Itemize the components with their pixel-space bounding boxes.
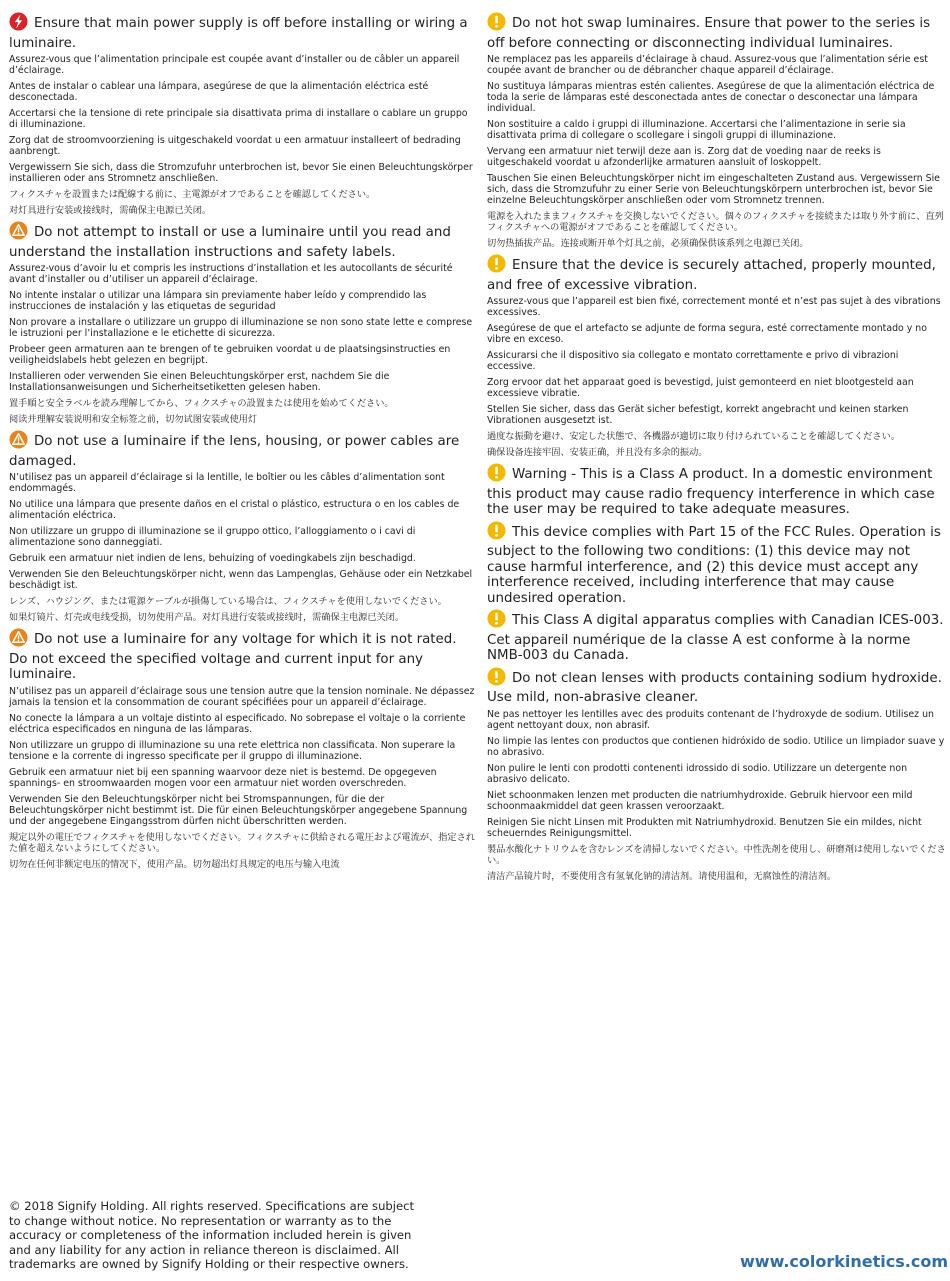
translation-line: 确保设备连接牢固、安装正确，并且没有多余的振动。 — [487, 447, 708, 458]
translation-line: Zorg dat de stroomvoorziening is uitgeschakeld voordat u een armatuur installeert of bedrading aanbrengt. — [9, 135, 461, 157]
safety-section — [487, 667, 947, 882]
translation-line: Verwenden Sie den Beleuchtungskörper nicht bei Stromspannungen, für die der Beleuchtungskörper nicht bestimmt ist. Die für einen Beleuchtungskörper angegebene Spannung und der angegebene Eingangsstrom dürfen nicht überschritten werden. — [9, 793, 468, 827]
section-heading — [487, 463, 947, 518]
power-warning-icon — [9, 12, 28, 36]
translation-line: 对灯具进行安装或接线时，需确保主电源已关闭。 — [9, 205, 212, 216]
safety-section — [487, 254, 947, 458]
translation-line: 切勿热插拔产品。连接或断开单个灯具之前，必须确保供该系列之电源已关闭。 — [487, 238, 809, 249]
section-heading — [9, 430, 475, 469]
section-heading-text: This Class A digital apparatus complies with Canadian ICES-003. Cet appareil numérique de la classe A est conforme à la norme NMB-003 du Canada. — [487, 613, 944, 663]
translation-line: Ne remplacez pas les appareils d’éclairage à chaud. Assurez-vous que l’alimentation série est coupée avant de brancher ou de débrancher chaque appareil d’éclairage. — [487, 54, 928, 76]
section-heading — [9, 628, 475, 683]
section-heading-text: This device complies with Part 15 of the FCC Rules. Operation is subject to the following two conditions: (1) this device may not cause harmful interference, and (2) this device must accept any interference received, including interference that may cause undesired operation. — [487, 524, 941, 606]
section-heading-text: Do not clean lenses with products containing sodium hydroxide. Use mild, non-abrasive cleaner. — [487, 670, 942, 705]
section-heading-text: Ensure that the device is securely attached, properly mounted, and free of excessive vibration. — [487, 258, 936, 293]
safety-section — [487, 463, 947, 518]
translation-line: No intente instalar o utilizar una lámpara sin previamente haber leído y comprendido las instrucciones de instalación y las etiquetas de seguridad — [9, 290, 427, 312]
warning-exclamation-icon — [487, 463, 506, 487]
section-heading — [487, 12, 947, 51]
section-heading-text: Do not hot swap luminaires. Ensure that power to the series is off before connecting or disconnecting individual luminaires. — [487, 16, 931, 51]
translation-line: Accertarsi che la tensione di rete principale sia disattivata prima di installare o cablare un gruppo di illuminazione. — [9, 108, 468, 130]
caution-triangle-icon — [9, 430, 28, 454]
section-heading-text: Do not use a luminaire for any voltage for which it is not rated. Do not exceed the specified voltage and current input for any luminaire. — [9, 632, 457, 682]
translation-line: Stellen Sie sicher, dass das Gerät sicher befestigt, korrekt angebracht und keinen starken Vibrationen ausgesetzt ist. — [487, 404, 909, 426]
copyright-footer: © 2018 Signify Holding. All rights reserved. Specifications are subject to change without notice. No representation or warranty as to the accuracy or completeness of the information included herein is given and any liability for any action in reliance thereon is disclaimed. All trademarks are owned by Signify Holding or their respective owners. — [9, 1199, 415, 1272]
translation-line: 電源を入れたままフィクスチャを交換しないでください。個々のフィクスチャを接続または取り外す前に、直列フィクスチャへの電源がオフであることを確認してください。 — [487, 211, 944, 233]
translation-line: Non utilizzare un gruppo di illuminazione su una rete elettrica non classificata. Non superare la tensione e la corrente di ingresso specificate per il gruppo di illuminazione. — [9, 739, 456, 762]
warning-exclamation-icon — [487, 12, 506, 36]
translation-line: Vervang een armatuur niet terwijl deze aan is. Zorg dat de voeding naar de reeks is uitgeschakeld voordat u afzonderlijke armaturen aansluit of loskoppelt. — [487, 146, 881, 168]
translation-line: Non provare a installare o utilizzare un gruppo di illuminazione se non sono state lette e comprese le istruzioni per l’installazione e le etichette di sicurezza. — [9, 317, 473, 339]
safety-section — [487, 12, 947, 249]
translation-line: Niet schoonmaken lenzen met producten die natriumhydroxide. Gebruik hiervoor een mild schoonmaakmiddel dat geen krassen veroorzaakt. — [487, 789, 913, 812]
translation-line: Tauschen Sie einen Beleuchtungskörper nicht im eingeschalteten Zustand aus. Vergewissern Sie sich, dass die Stromzufuhr zu einer Serie von Beleuchtungskörpern unterbrochen ist, bevor Sie einzelne Beleuchtungskörper anschließen oder vom Stromnetz trennen. — [487, 173, 940, 206]
section-heading — [487, 521, 947, 607]
warning-exclamation-icon — [487, 521, 506, 545]
translation-line: フィクスチャを設置または配線する前に、主電源がオフであることを確認してください。 — [9, 189, 376, 200]
safety-section — [487, 521, 947, 607]
warning-exclamation-icon — [487, 609, 506, 633]
section-heading — [9, 12, 475, 51]
warning-exclamation-icon — [487, 667, 506, 691]
translation-line: 製品水酸化ナトリウムを含むレンズを清掃しないでください。中性洗剤を使用し、研磨剤は使用しないでください。 — [487, 843, 946, 866]
caution-triangle-icon — [9, 221, 28, 245]
translation-line: No limpie las lentes con productos que contienen hidróxido de sodio. Utilice un limpiador suave y no abrasivo. — [487, 735, 945, 758]
translation-line: Assurez-vous que l’alimentation principale est coupée avant d’installer ou de câbler un appareil d’éclairage. — [9, 54, 460, 76]
section-heading — [9, 221, 475, 260]
translation-line: 清洁产品镜片时，不要使用含有氢氧化钠的清洁剂。请使用温和，无腐蚀性的清洁剂。 — [487, 870, 837, 882]
section-heading-text: Warning - This is a Class A product. In a domestic environment this product may cause radio frequency interference in which case the user may be required to take adequate measures. — [487, 467, 935, 517]
safety-section — [487, 609, 947, 664]
translation-line: Assicurarsi che il dispositivo sia collegato e montato correttamente e privo di vibrazioni eccessive. — [487, 350, 899, 372]
translation-line: レンズ、ハウジング、または電源ケーブルが損傷している場合は、フィクスチャを使用しないでください。 — [9, 596, 447, 607]
right-column — [487, 12, 947, 887]
translation-line: No sustituya lámparas mientras estén calientes. Asegúrese de que la alimentación eléctrica de toda la serie de lámparas esté desconectada antes de conectar o desconectar una lámpara individual. — [487, 81, 935, 114]
translation-line: Assurez-vous d’avoir lu et compris les instructions d’installation et les autocollants de sécurité avant d’installer ou d’utiliser un appareil d’éclairage. — [9, 263, 453, 285]
translation-line: Non sostituire a caldo i gruppi di illuminazione. Accertarsi che l’alimentazione in serie sia disattivata prima di collegare o scollegare i singoli gruppi di illuminazione. — [487, 119, 906, 141]
safety-section — [9, 12, 475, 216]
section-heading-text: Do not attempt to install or use a luminaire until you read and understand the installation instructions and safety labels. — [9, 225, 451, 260]
translation-line: 規定以外の電圧でフィクスチャを使用しないでください。フィクスチャに供給される電圧および電流が、指定された値を超えないようにしてください。 — [9, 831, 475, 854]
section-heading-text: Ensure that main power supply is off before installing or wiring a luminaire. — [9, 16, 468, 51]
translation-line: Verwenden Sie den Beleuchtungskörper nicht, wenn das Lampenglas, Gehäuse oder ein Netzkabel beschädigt ist. — [9, 569, 473, 591]
translation-line: Probeer geen armaturen aan te brengen of te gebruiken voordat u de plaatsingsinstructies en veiligheidslabels hebt gelezen en begrijpt. — [9, 344, 451, 366]
translation-line: Antes de instalar o cablear una lámpara, asegúrese de que la alimentación eléctrica esté desconectada. — [9, 81, 429, 103]
translation-line: N’utilisez pas un appareil d’éclairage si la lentille, le boîtier ou les câbles d’alimentation sont endommagés. — [9, 472, 445, 494]
section-heading-text: Do not use a luminaire if the lens, housing, or power cables are damaged. — [9, 434, 460, 469]
left-column — [9, 12, 475, 875]
safety-section — [9, 628, 475, 870]
caution-triangle-icon — [9, 628, 28, 652]
translation-line: Asegúrese de que el artefacto se adjunte de forma segura, esté correctamente montado y no vibre en exceso. — [487, 323, 927, 345]
warning-exclamation-icon — [487, 254, 506, 278]
safety-section — [9, 221, 475, 425]
website-link[interactable]: www.colorkinetics.com — [740, 1252, 948, 1271]
translation-line: N’utilisez pas un appareil d’éclairage sous une tension autre que la tension nominale. Ne dépassez jamais la tension et la consommation de courant spécifiées pour un appareil d’éclairage. — [9, 685, 475, 708]
translation-line: Gebruik een armatuur niet indien de lens, behuizing of voedingkabels zijn beschadigd. — [9, 553, 416, 564]
translation-line: Non pulire le lenti con prodotti contenenti idrossido di sodio. Utilizzare un detergente non abrasivo delicato. — [487, 762, 908, 785]
translation-line: Non utilizzare un gruppo di illuminazione se il gruppo ottico, l’alloggiamento o i cavi di alimentazione sono danneggiati. — [9, 526, 416, 548]
section-heading — [487, 667, 947, 706]
translation-line: 置手順と安全ラベルを読み理解してから、フィクスチャの設置または使用を始めてください。 — [9, 398, 394, 409]
translation-line: Reinigen Sie nicht Linsen mit Produkten mit Natriumhydroxid. Benutzen Sie ein mildes, nicht scheuerndes Reinigungsmittel. — [487, 816, 922, 839]
translation-line: No utilice una lámpara que presente daños en el cristal o plástico, estructura o en los cables de alimentación eléctrica. — [9, 499, 460, 521]
safety-section — [9, 430, 475, 623]
translation-line: Assurez-vous que l’appareil est bien fixé, correctement monté et n’est pas sujet à des vibrations excessives. — [487, 296, 941, 318]
section-heading — [487, 609, 947, 664]
translation-line: Zorg ervoor dat het apparaat goed is bevestigd, juist gemonteerd en niet blootgesteld aan excessieve vibratie. — [487, 377, 914, 399]
translation-line: 阅读并理解安装说明和安全标签之前，切勿试图安装或使用灯 — [9, 414, 258, 425]
translation-line: 如果灯镜片、灯壳或电线受损，切勿使用产品。对灯具进行安装或接线时，需确保主电源已关闭。 — [9, 612, 405, 623]
translation-line: Ne pas nettoyer les lentilles avec des produits contenant de l’hydroxyde de sodium. Utilisez un agent nettoyant doux, non abrasif. — [487, 708, 934, 731]
translation-line: 過度な振動を避け、安定した状態で、各機器が適切に取り付けられていることを確認してください。 — [487, 431, 900, 442]
translation-line: No conecte la lámpara a un voltaje distinto al especificado. No sobrepase el voltaje o la corriente eléctrica especificados en ninguna de las lámparas. — [9, 712, 466, 735]
translation-line: Gebruik een armatuur niet bij een spanning waarvoor deze niet is bestemd. De opgegeven spannings- en stroomwaarden mogen voor een armatuur niet worden overschreden. — [9, 766, 437, 789]
translation-line: Vergewissern Sie sich, dass die Stromzufuhr unterbrochen ist, bevor Sie einen Beleuchtungskörper installieren oder ans Stromnetz anschließen. — [9, 162, 473, 184]
translation-line: Installieren oder verwenden Sie einen Beleuchtungskörper erst, nachdem Sie die Installationsanweisungen und Sicherheitsetiketten gelesen haben. — [9, 371, 390, 393]
translation-line: 切勿在任何非额定电压的情况下，使用产品。切勿超出灯具规定的电压与输入电流 — [9, 858, 340, 870]
section-heading — [487, 254, 947, 293]
